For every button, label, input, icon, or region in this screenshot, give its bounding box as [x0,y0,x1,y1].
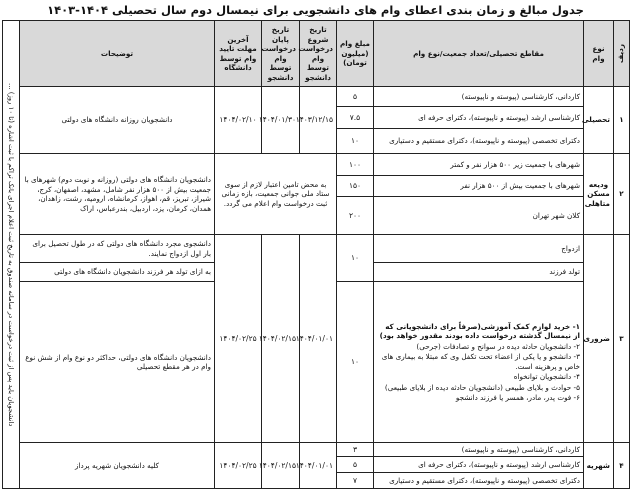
row4-amount-2: ۵ [337,456,374,472]
row3-conditions-list [374,282,584,443]
row2-no: ۲ [614,154,630,235]
row1-amount-2: ۷.۵ [337,107,374,128]
row3-condition-3: ۳- دانشجو و یا یکی از اعضاء تحت تکفل وی که مبتلا به بیماری های خاص و پرهزینه است. [381,352,580,371]
header-notes: توضیحات [20,21,215,87]
header-deadline: آخرین مهلت تایید وام توسط دانشگاه [215,21,262,87]
header-amount: مبلغ وام (میلیون تومان) [337,21,374,87]
row1-criteria-2: کارشناسی ارشد (پیوسته و ناپیوسته)، دکترای حرفه ای [374,107,584,128]
row3-condition-2: ۲- دانشجویان حادثه دیده در سوانح و تصادفات (جرحی) [416,341,580,351]
row3-condition-6: ۶- فوت پدر، مادر، همسر یا فرزند دانشجو [455,393,580,403]
document-title: جدول مبالغ و زمان بندی اعطای وام های دانشجویی برای نیمسال دوم سال تحصیلی ۱۴۰۴-۱۴۰۳ [47,3,584,17]
row2-amount-3: ۲۰۰ [337,196,374,234]
row4-start: ۱۴۰۴/۰۱/۰۱ [300,443,337,489]
row1-amount-3: ۱۰ [337,128,374,154]
row3-start: ۱۴۰۴/۰۱/۰۱ [300,235,337,443]
row3-notes-list: دانشجویان دانشگاه های دولتی، حداکثر دو نوع وام از شش نوع وام در هر مقطع تحصیلی [20,282,215,443]
row1-criteria-3: دکترای تخصصی (پیوسته و ناپیوسته)، دکترای مستقیم و دستیاری [374,128,584,154]
row2-notes: دانشجویان دانشگاه های دولتی (روزانه و نوبت دوم) شهرهای با جمعیت بیش از ۵۰۰ هزار نفر شامل، مشهد، اصفهان، کرج، شیراز، تبریز، قم، اهواز، کرمانشاه، ارومیه، رشت، زاهدان، همدان، کرمان، یزد، اردبیل، بندرعباس، اراک [20,154,215,235]
row4-amount-3: ۷ [337,472,374,488]
row3-childbirth: تولد فرزند [374,262,584,281]
row2-criteria-1: شهرهای با جمعیت زیر ۵۰۰ هزار نفر و کمتر [374,154,584,175]
header-loan-type: نوع وام [584,21,614,87]
row1-start: ۱۴۰۳/۱۲/۱۵ [300,87,337,154]
row3-notes-birth: به ازای تولد هر فرزند دانشجویان دانشگاه های دولتی [20,262,215,281]
row2-amount-2: ۱۵۰ [337,175,374,196]
side-note-cell [3,21,20,489]
row1-criteria-1: کاردانی، کارشناسی (پیوسته و ناپیوسته) [374,87,584,107]
row2-criteria-2: شهرهای با جمعیت بیش از ۵۰۰ هزار نفر [374,175,584,196]
loan-schedule-table [2,20,630,489]
row4-no: ۴ [614,443,630,489]
row1-amount-1: ۵ [337,87,374,107]
row2-dates-note: به محض تامین اعتبار لازم از سوی ستاد ملی جوانی جمعیت، بازه زمانی ثبت درخواست وام اعلام می گردد. [215,154,337,235]
row3-condition-1: ۱- خرید لوازم کمک آموزشی(صرفاً برای دانشجویانی که از نیمسال گذشته درخواست داده بودند مقدور خواهد بود) [379,321,580,341]
row4-deadline: ۱۴۰۴/۰۲/۲۵ [215,443,262,489]
side-note: دانشجویان باید پس از ثبت درخواست در سامانه صندوق به تاریخ ثبت اعلام اجرای بانک تراکم با ثبت اشاره (تا ۱۰ روز) ... [7,82,15,427]
row3-end: ۱۴۰۴/۰۲/۱۵ [262,235,300,443]
row3-no: ۳ [614,235,630,443]
row3-notes-marriage: دانشجوی مجرد دانشگاه های دولتی که در طول تحصیل برای بار اول ازدواج نمایند. [20,235,215,263]
header-start-date: تاریخ شروع درخواست وام توسط دانشجو [300,21,337,87]
row4-criteria-3: دکترای تخصصی (پیوسته و ناپیوسته)، دکترای مستقیم و دستیاری [374,472,584,488]
row4-criteria-1: کاردانی، کارشناسی (پیوسته و ناپیوسته) [374,443,584,457]
header-end-date: تاریخ پایان درخواست وام توسط دانشجو [262,21,300,87]
header-criteria: مقاطع تحصیلی/تعداد جمعیت/نوع وام [374,21,584,87]
row3-marriage: ازدواج [374,235,584,263]
row1-type: تحصیلی [584,87,614,154]
row4-notes: کلیه دانشجویان شهریه پرداز [20,443,215,489]
row3-condition-4: ۴- دانشجویان توانخواه [513,372,580,382]
row2-type: ودیعه مسکن متاهلی [584,154,614,235]
row1-end: ۱۴۰۴/۰۱/۳۰ [262,87,300,154]
row4-criteria-2: کارشناسی ارشد (پیوسته و ناپیوسته)، دکترای حرفه ای [374,456,584,472]
row3-type: ضروری [584,235,614,443]
row4-type: شهریه [584,443,614,489]
row3-condition-5: ۵- حوادث و بلایای طبیعی (دانشجویان حادثه دیده از بلایای طبیعی) [384,382,580,392]
row4-end: ۱۴۰۴/۰۲/۱۵ [262,443,300,489]
row1-no: ۱ [614,87,630,154]
row3-amount-list: ۱۰ [337,282,374,443]
row2-criteria-3: کلان شهر تهران [374,196,584,234]
header-row-no: ردیف [614,21,630,87]
row3-amount-marriage-birth: ۱۰ [337,235,374,282]
row2-amount-1: ۱۰۰ [337,154,374,175]
row3-deadline: ۱۴۰۴/۰۲/۲۵ [215,235,262,443]
row1-notes: دانشجویان روزانه دانشگاه های دولتی [20,87,215,154]
row4-amount-1: ۳ [337,443,374,457]
row1-deadline: ۱۴۰۴/۰۲/۱۰ [215,87,262,154]
